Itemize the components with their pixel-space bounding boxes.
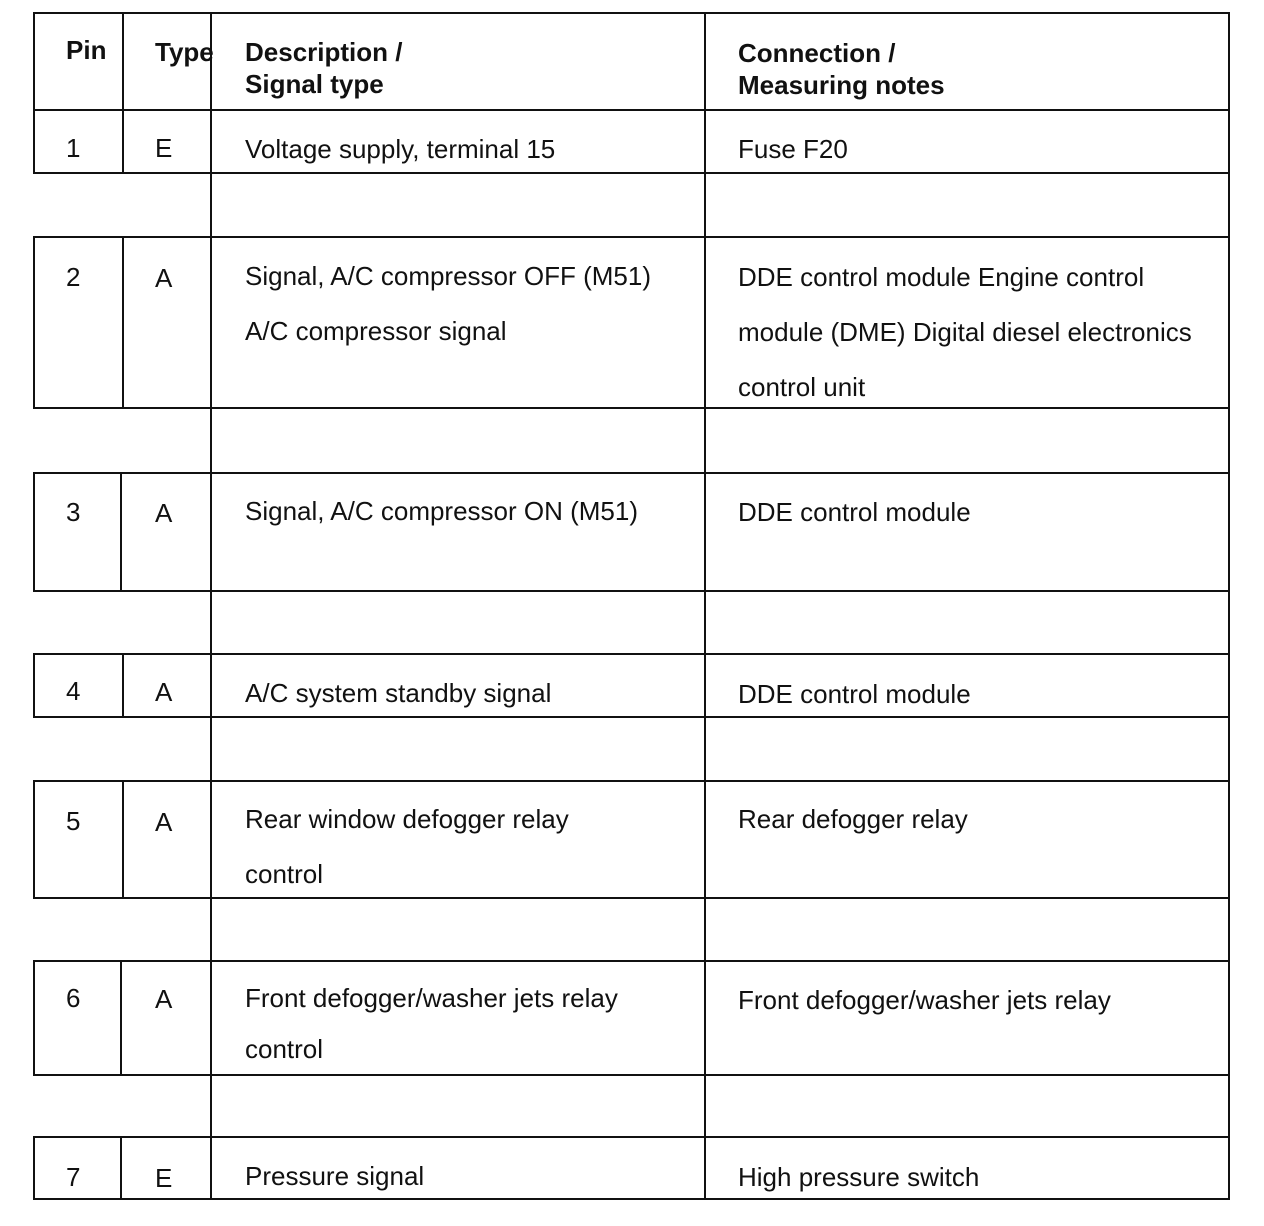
cell-connection: Rear defogger relay (738, 804, 968, 834)
cell-connection: DDE control module (738, 497, 971, 527)
cell-pin: 4 (66, 676, 81, 706)
spacer-blank (30, 1076, 212, 1136)
spacer-blank (30, 899, 212, 960)
cell-type: E (155, 1163, 173, 1193)
cell-type: A (155, 984, 173, 1014)
cell-type: A (155, 807, 173, 837)
cell-type: A (155, 263, 173, 293)
spacer-blank (30, 592, 212, 653)
cell-connection: DDE control module (738, 679, 971, 709)
table-border-left (33, 236, 35, 409)
header-connection-line1: Connection / (738, 38, 896, 68)
header-description-line1: Description / (245, 37, 403, 67)
row-divider (33, 653, 1230, 655)
header-pin: Pin (66, 35, 107, 65)
column-divider (122, 12, 124, 174)
cell-pin: 1 (66, 133, 81, 163)
row-divider (212, 236, 1230, 238)
column-divider (210, 12, 212, 1200)
column-divider (122, 236, 124, 409)
table-border-left (33, 1136, 35, 1200)
cell-pin: 3 (66, 497, 81, 527)
cell-pin: 6 (66, 983, 81, 1013)
header-type: Type (155, 37, 214, 67)
column-divider (120, 960, 122, 1076)
row-divider (33, 1136, 1230, 1138)
table-border-right (1228, 12, 1230, 1200)
cell-type: A (155, 677, 173, 707)
spacer-blank (30, 174, 212, 236)
cell-connection: Front defogger/washer jets relay (738, 985, 1111, 1015)
table-border-left (33, 960, 35, 1076)
spacer-blank (30, 409, 212, 472)
row-divider (33, 960, 1230, 962)
cell-type: A (155, 498, 173, 528)
table-border-left (33, 780, 35, 899)
row-divider (33, 780, 1230, 782)
header-connection (738, 37, 945, 101)
cell-pin: 5 (66, 806, 81, 836)
header-description-line2: Signal type (245, 69, 384, 99)
row-divider (33, 590, 1230, 592)
cell-pin: 7 (66, 1162, 81, 1192)
cell-type: E (155, 133, 173, 163)
table-border-left (33, 653, 35, 718)
column-divider (120, 1136, 122, 1200)
cell-description: Signal, A/C compressor OFF (M51) A/C compressor signal (245, 261, 651, 346)
row-divider (33, 109, 1230, 111)
cell-connection: Fuse F20 (738, 134, 848, 164)
header-description (245, 36, 402, 100)
column-divider (704, 12, 706, 1200)
cell-pin: 2 (66, 262, 81, 292)
cell-description: Front defogger/washer jets relay control (245, 983, 618, 1064)
cell-connection: High pressure switch (738, 1162, 980, 1192)
column-divider (122, 780, 124, 899)
cell-description: A/C system standby signal (245, 678, 552, 708)
table-border-left (33, 12, 35, 174)
cell-description: Voltage supply, terminal 15 (245, 134, 556, 164)
spacer-blank (30, 718, 212, 780)
row-divider (33, 472, 1230, 474)
cell-description: Rear window defogger relay control (245, 804, 569, 889)
column-divider (122, 653, 124, 718)
column-divider (120, 472, 122, 592)
table-border-top (33, 12, 1230, 14)
cell-description: Pressure signal (245, 1161, 425, 1191)
table-border-left (33, 472, 35, 592)
header-connection-line2: Measuring notes (738, 70, 945, 100)
cell-description: Signal, A/C compressor ON (M51) (245, 496, 639, 526)
cell-connection: DDE control module Engine control module (DME) Digital diesel electronics control unit (738, 262, 1192, 402)
